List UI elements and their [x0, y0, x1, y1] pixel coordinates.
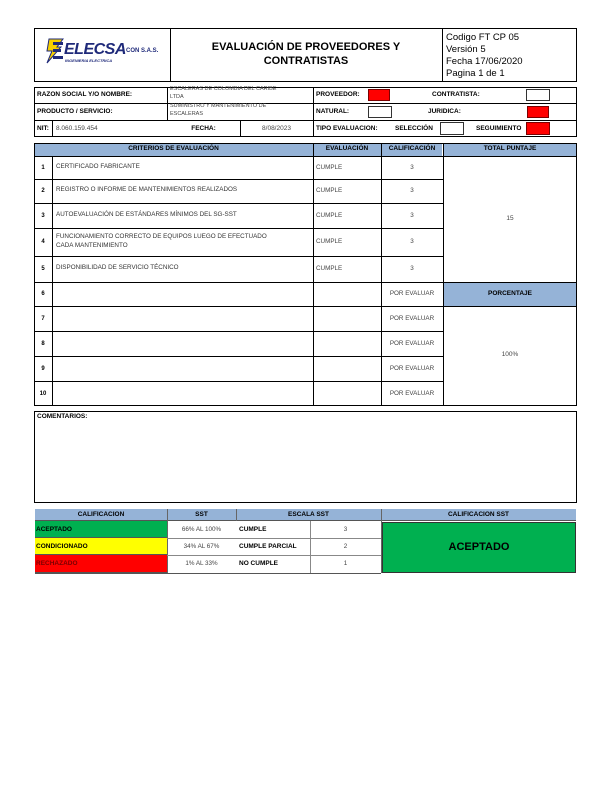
calificacion-value: 3 [410, 238, 414, 245]
calificacion-value: 3 [410, 265, 414, 272]
juridica-label: JURIDICA: [428, 108, 461, 115]
criterio-text-line2: CADA MANTENIMIENTO [56, 242, 128, 249]
legend-sst-header: SST [195, 511, 208, 518]
nit-value: 8.060.159.454 [56, 125, 98, 132]
calificacion-value: 3 [410, 187, 414, 194]
legend-range: 1% AL 33% [185, 560, 218, 567]
divider [167, 555, 381, 556]
calificacion-value: 3 [410, 163, 414, 171]
legend-valor: 1 [343, 560, 348, 567]
legend-range: 34% AL 67% [183, 542, 220, 550]
seleccion-checkbox[interactable] [440, 122, 464, 135]
nit-label: NIT: [37, 125, 49, 132]
divider [170, 28, 171, 82]
proveedor-checkbox[interactable] [368, 89, 390, 101]
legend-range: 66% AL 100% [181, 525, 222, 533]
comments-label: COMENTARIOS: [37, 413, 88, 420]
divider [167, 87, 168, 120]
doc-code: Codigo FT CP 05 [446, 32, 520, 43]
total-puntaje-header: TOTAL PUNTAJE [483, 145, 537, 152]
row-number: 1 [41, 164, 45, 171]
porcentaje-header: PORCENTAJE [488, 290, 532, 297]
calificacion-value: POR EVALUAR [389, 290, 435, 297]
legend-calificacion-header: CALIFICACION [77, 511, 125, 518]
row-number: 4 [41, 239, 45, 245]
legend-label: CONDICIONADO [36, 542, 88, 550]
razon-value-line2: LTDA [170, 94, 184, 100]
total-puntaje-value: 15 [506, 215, 514, 222]
juridica-checkbox[interactable] [527, 106, 549, 118]
divider [52, 156, 53, 406]
seleccion-label: SELECCIÓN [395, 125, 433, 132]
evaluacion-header: EVALUACIÓN [325, 145, 369, 152]
legend-valor: 2 [343, 542, 348, 550]
logo-tagline: INGENIERIA ELECTRICA [65, 58, 113, 63]
producto-value-line2: ESCALERAS [170, 111, 204, 117]
lightning-bolt-icon [44, 38, 64, 64]
divider [34, 103, 577, 104]
criterio-text: FUNCIONAMIENTO CORRECTO DE EQUIPOS LUEGO DE EFECTUADO [56, 233, 267, 240]
calificacion-header: CALIFICACIÓN [388, 145, 436, 152]
divider [313, 87, 314, 137]
legend-escala: CUMPLE [239, 525, 267, 533]
evaluacion-value: CUMPLE [316, 265, 343, 272]
divider [35, 573, 381, 574]
divider [313, 143, 314, 406]
legend-escala: CUMPLE PARCIAL [239, 542, 297, 550]
legend-escala: NO CUMPLE [239, 560, 278, 567]
divider [34, 156, 577, 157]
tipo-evaluacion-label: TIPO EVALUACION: [316, 125, 378, 132]
divider [443, 306, 577, 307]
row-number: 8 [41, 340, 45, 347]
page-title-line2: CONTRATISTAS [263, 55, 349, 67]
legend-valor: 3 [343, 525, 348, 533]
fecha-value: 8/08/2023 [262, 125, 291, 132]
razon-value: ESCALERAS DE COLOMBIA DEL CARIBE [170, 86, 277, 92]
seguimiento-checkbox[interactable] [526, 122, 550, 135]
page-title: EVALUACIÓN DE PROVEEDORES Y [211, 41, 401, 53]
criterios-header: CRITERIOS DE EVALUACIÓN [128, 145, 219, 152]
divider [442, 28, 443, 82]
calificacion-value: POR EVALUAR [389, 364, 435, 372]
legend-label: RECHAZADO [36, 560, 78, 567]
calificacion-value: 3 [410, 211, 414, 219]
evaluacion-value: CUMPLE [316, 211, 343, 219]
producto-label: PRODUCTO / SERVICIO: [37, 108, 113, 115]
criterio-text: REGISTRO O INFORME DE MANTENIMIENTOS REALIZADOS [56, 186, 238, 193]
calificacion-value: POR EVALUAR [389, 314, 435, 322]
evaluacion-value: CUMPLE [316, 163, 343, 171]
criterio-text: CERTIFICADO FABRICANTE [56, 162, 140, 170]
criteria-table [34, 143, 577, 406]
divider [443, 282, 577, 283]
contratista-checkbox[interactable] [526, 89, 550, 101]
doc-page: Pagina 1 de 1 [446, 68, 505, 79]
legend-calificacion-sst-header: CALIFICACION SST [447, 511, 510, 518]
criterio-text: DISPONIBILIDAD DE SERVICIO TÉCNICO [56, 264, 179, 271]
calificacion-sst-result-label: ACEPTADO [448, 541, 510, 553]
divider [52, 120, 53, 137]
row-number: 9 [41, 365, 45, 372]
row-number: 10 [39, 390, 47, 397]
contratista-label: CONTRATISTA: [432, 91, 480, 98]
row-number: 5 [41, 266, 45, 272]
row-number: 7 [41, 315, 45, 322]
natural-checkbox[interactable] [368, 106, 392, 118]
natural-label: NATURAL: [316, 108, 350, 115]
producto-value: SUMINISTRO Y MANTENIMIENTO DE [170, 103, 267, 109]
row-number: 6 [41, 291, 45, 297]
calificacion-value: POR EVALUAR [389, 339, 435, 347]
evaluacion-value: CUMPLE [316, 187, 343, 194]
divider [167, 538, 381, 539]
comments-box[interactable] [34, 411, 577, 503]
razon-label: RAZON SOCIAL Y/O NOMBRE: [37, 91, 133, 98]
doc-date: Fecha 17/06/2020 [446, 56, 523, 67]
seguimiento-label: SEGUIMIENTO [476, 125, 522, 132]
criterio-text: AUTOEVALUACIÓN DE ESTÁNDARES MÍNIMOS DEL SG-SST [56, 210, 237, 218]
logo-brand: ELECSA [64, 41, 126, 58]
logo-suffix: CON S.A.S. [126, 48, 159, 54]
company-logo [44, 38, 164, 68]
fecha-label: FECHA: [191, 125, 216, 132]
proveedor-label: PROVEEDOR: [316, 91, 360, 98]
legend-label: ACEPTADO [36, 525, 72, 533]
row-number: 3 [41, 212, 45, 219]
porcentaje-value: 100% [501, 351, 519, 358]
divider [34, 120, 577, 121]
legend-escala-header: ESCALA SST [288, 511, 329, 518]
evaluacion-value: CUMPLE [316, 238, 343, 245]
divider [443, 143, 444, 406]
doc-version: Versión 5 [446, 44, 486, 55]
calificacion-value: POR EVALUAR [389, 389, 435, 397]
row-number: 2 [41, 188, 45, 194]
